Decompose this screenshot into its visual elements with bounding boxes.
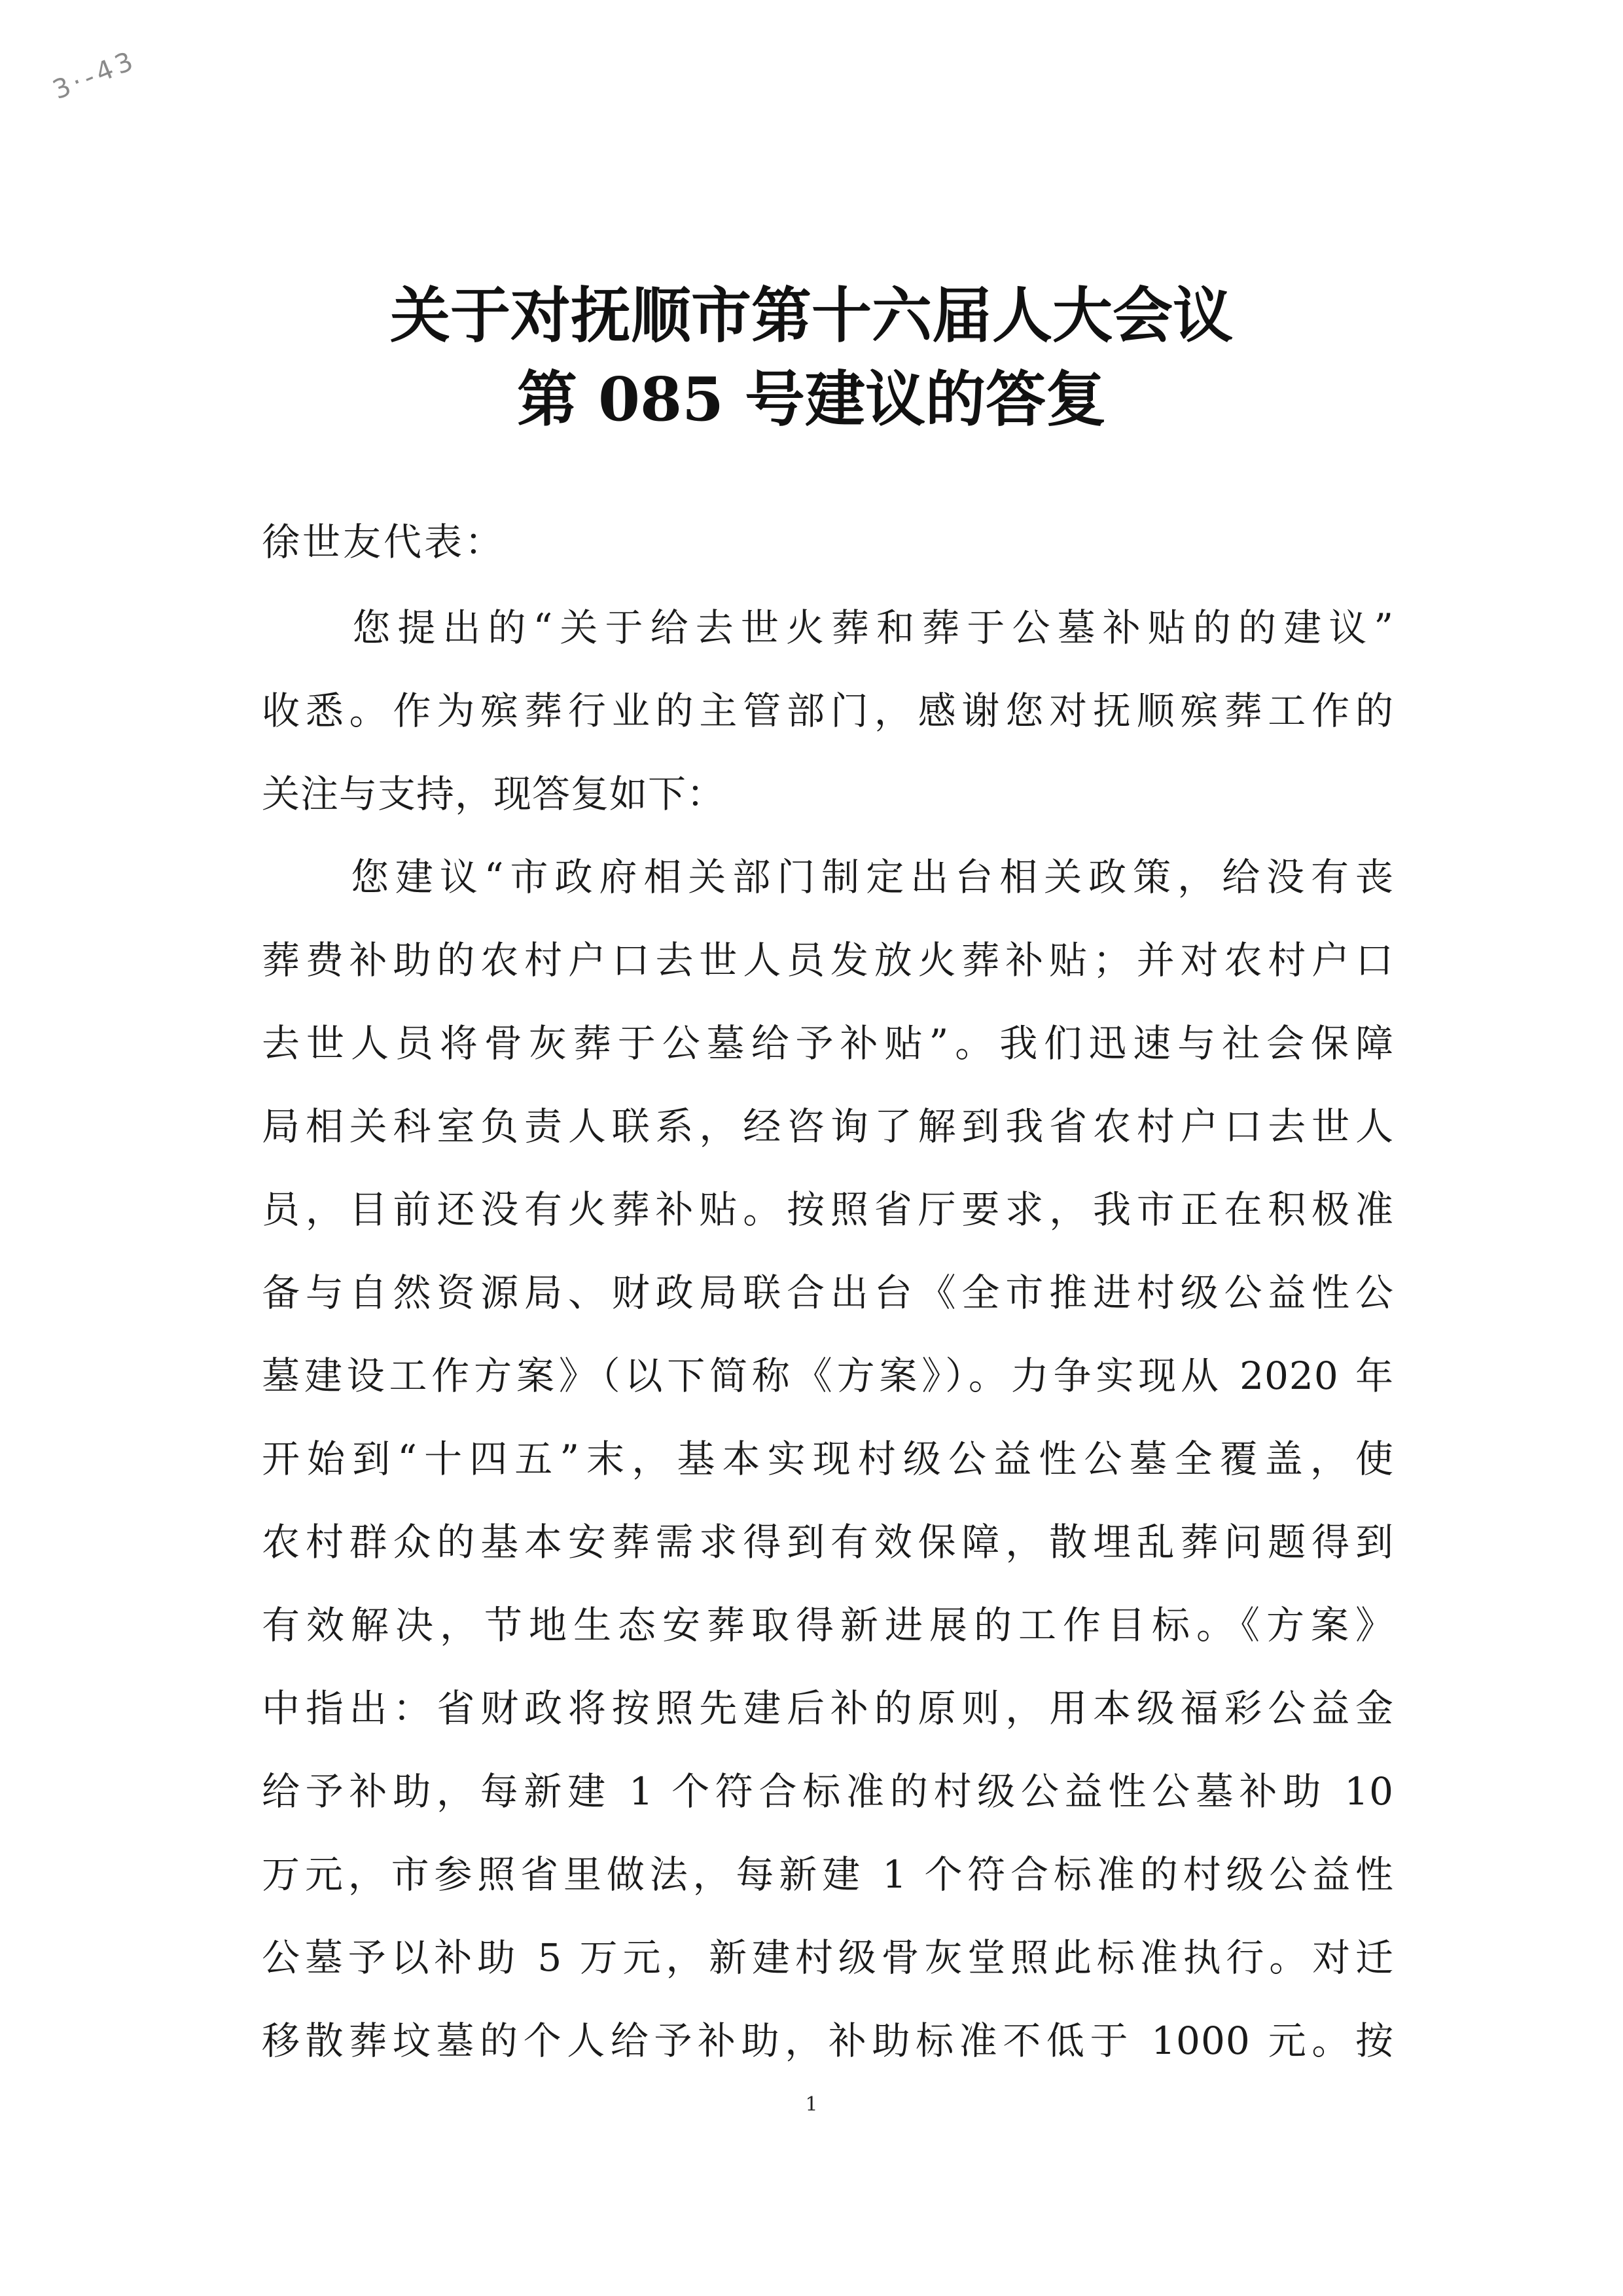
document-title-line-2: 第 085 号建议的答复 — [516, 364, 1107, 435]
body-line: 万元，市参照省里做法，每新建 1 个符合标准的村级公益性 — [262, 1852, 1394, 1897]
body-line: 给予补助，每新建 1 个符合标准的村级公益性公墓补助 10 — [262, 1769, 1394, 1814]
body-line: 葬费补助的农村户口去世人员发放火葬补贴；并对农村户口 — [262, 938, 1394, 982]
page-number: 1 — [805, 2093, 818, 2116]
body-line: 开始到“十四五”末，基本实现村级公益性公墓全覆盖，使 — [262, 1437, 1394, 1481]
body-line: 您建议“市政府相关部门制定出台相关政策，给没有丧 — [262, 855, 1394, 899]
body-line: 中指出：省财政将按照先建后补的原则，用本级福彩公益金 — [262, 1686, 1394, 1731]
body-line: 墓建设工作方案》（以下简称《方案》）。力争实现从 2020 年 — [262, 1354, 1394, 1398]
body-line: 您提出的“关于给去世火葬和葬于公墓补贴的的建议” — [262, 605, 1394, 650]
body-line: 移散葬坟墓的个人给予补助，补助标准不低于 1000 元。按 — [262, 2018, 1394, 2063]
body-line: 收悉。作为殡葬行业的主管部门，感谢您对抚顺殡葬工作的 — [262, 689, 1394, 733]
handwritten-corner-mark: 3·-43 — [48, 45, 141, 106]
body-line: 有效解决，节地生态安葬取得新进展的工作目标。《方案》 — [262, 1603, 1394, 1647]
document-title-line-1: 关于对抚顺市第十六届人大会议 — [389, 280, 1233, 351]
body-line: 农村群众的基本安葬需求得到有效保障，散埋乱葬问题得到 — [262, 1520, 1394, 1564]
body-line: 关注与支持，现答复如下： — [262, 772, 726, 816]
document-body — [262, 586, 1394, 2083]
body-line: 局相关科室负责人联系，经咨询了解到我省农村户口去世人 — [262, 1104, 1394, 1149]
body-line: 公墓予以补助 5 万元，新建村级骨灰堂照此标准执行。对迁 — [262, 1935, 1394, 1980]
body-line: 员，目前还没有火葬补贴。按照省厅要求，我市正在积极准 — [262, 1187, 1394, 1232]
body-line: 备与自然资源局、财政局联合出台《全市推进村级公益性公 — [262, 1270, 1394, 1315]
salutation: 徐世友代表： — [262, 520, 506, 564]
body-line: 去世人员将骨灰葬于公墓给予补贴”。我们迅速与社会保障 — [262, 1021, 1394, 1066]
